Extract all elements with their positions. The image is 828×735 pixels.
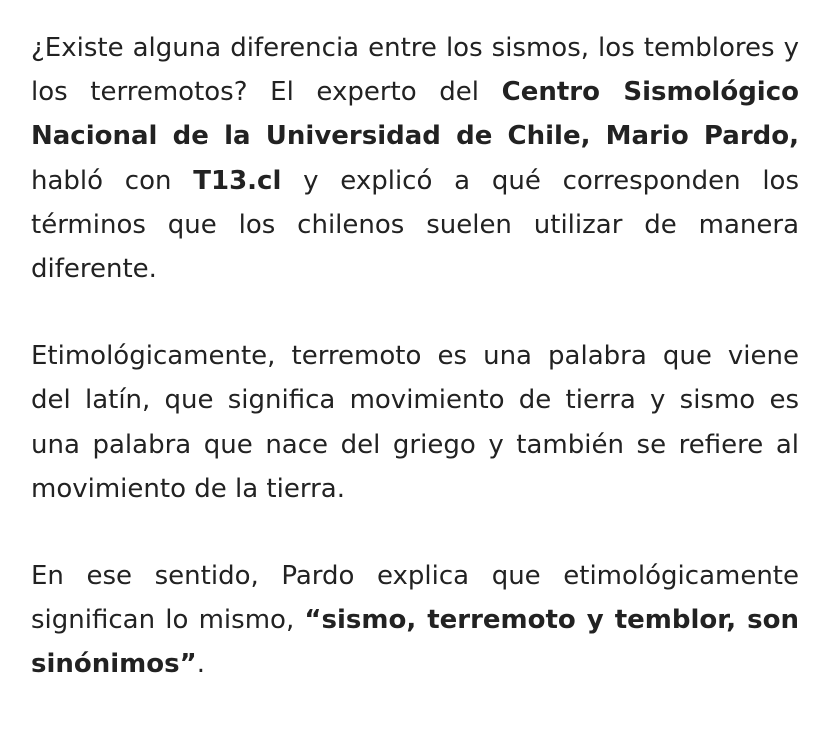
paragraph-conclusion bbox=[31, 554, 799, 687]
conclusion-text-2: . bbox=[196, 649, 205, 680]
paragraph-intro bbox=[31, 26, 799, 291]
outlet-name: T13.cl bbox=[193, 165, 282, 196]
intro-text-1: ¿Existe alguna diferencia entre los sismos, los temblores y los terremotos? El experto del bbox=[31, 33, 799, 108]
expert-name: Centro Sismológico Nacional de la Universidad de Chile, Mario Pardo, bbox=[31, 77, 799, 152]
paragraph-etymology bbox=[31, 334, 799, 511]
article-body bbox=[31, 26, 799, 687]
conclusion-text-1: En ese sentido, Pardo explica que etimológicamente significan lo mismo, bbox=[31, 561, 799, 636]
intro-text-2: habló con bbox=[31, 165, 194, 196]
intro-text-3: y explicó a qué corresponden los términos que los chilenos suelen utilizar de manera diferente. bbox=[31, 165, 799, 285]
quote-text: “sismo, terremoto y temblor, son sinónimos” bbox=[31, 605, 799, 680]
etymology-text: Etimológicamente, terremoto es una palabra que viene del latín, que significa movimiento de tierra y sismo es una palabra que nace del griego y también se refiere al movimiento de la tierra. bbox=[31, 341, 799, 504]
